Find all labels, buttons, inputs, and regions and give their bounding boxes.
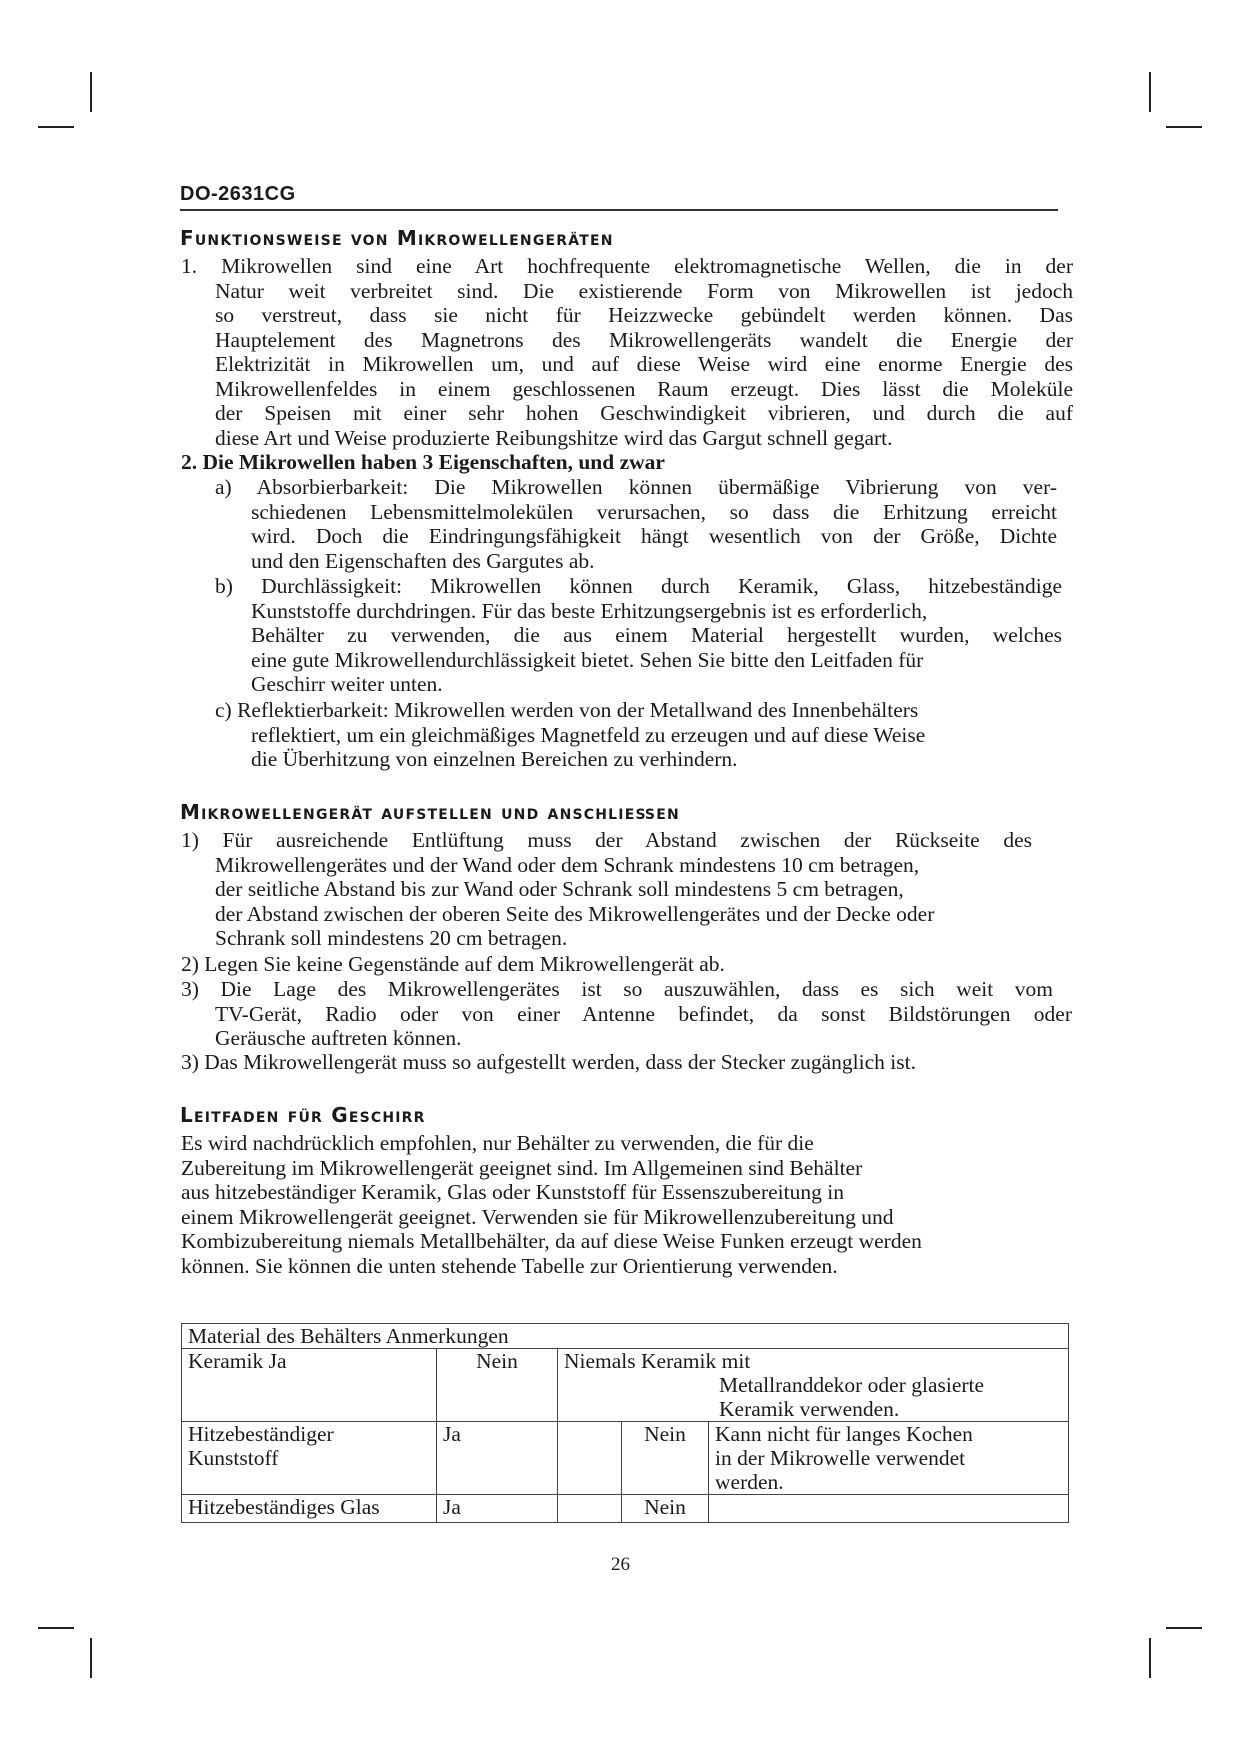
text-line: diese Art und Weise produzierte Reibungshitze wird das Gargut schnell gegart. (215, 425, 893, 450)
text-line: wird. Doch die Eindringungsfähigkeit hängt wesentlich von der Größe, Dichte (251, 524, 1057, 548)
text-line: eine gute Mikrowellendurchlässigkeit bietet. Sehen Sie bitte den Leitfaden für (251, 647, 924, 672)
crop-mark-top-right-h (1166, 126, 1202, 128)
crop-mark-bottom-left-v (90, 1638, 92, 1678)
section2-item4: 3) Das Mikrowellengerät muss so aufgestellt werden, dass der Stecker zugänglich ist. (181, 1050, 916, 1074)
text-line: Kombizubereitung niemals Metallbehälter, da auf diese Weise Funken erzeugt werden (181, 1229, 922, 1253)
section1-property-a (215, 475, 1057, 573)
text-line: die Überhitzung von einzelnen Bereichen zu verhindern. (251, 747, 738, 771)
text-line: so verstreut, dass sie nicht für Heizzwecke gebündelt werden können. Das (215, 303, 1073, 327)
section-title-cookware: Leitfaden für Geschirr (180, 1103, 426, 1127)
text-line: einem Mikrowellengerät geeignet. Verwenden sie für Mikrowellenzubereitung und (181, 1204, 894, 1229)
text-line: Natur weit verbreitet sind. Die existierende Form von Mikrowellen ist jedoch (215, 278, 1073, 303)
table-header-row (182, 1324, 1069, 1349)
section2-item2: 2) Legen Sie keine Gegenstände auf dem Mikrowellengerät ab. (181, 952, 725, 976)
remark-line: Kann nicht für langes Kochen (715, 1422, 973, 1446)
cell-remark (709, 1422, 1069, 1495)
text-line: TV-Gerät, Radio oder von einer Antenne befindet, da sonst Bildstörungen oder (215, 1001, 1072, 1026)
remark-line: Keramik verwenden. (719, 1397, 900, 1421)
text-line: reflektiert, um ein gleichmäßiges Magnetfeld zu erzeugen und auf diese Weise (251, 722, 926, 747)
text-line: Kunststoffe durchdringen. Für das beste Erhitzungsergebnis ist es erforderlich, (251, 598, 928, 623)
section1-item1 (181, 254, 1073, 450)
table-row (182, 1422, 1069, 1495)
remark-line: Metallranddekor oder glasierte (719, 1373, 985, 1397)
cell-material: Keramik Ja (182, 1349, 437, 1422)
text-line: können. Sie können die unten stehende Tabelle zur Orientierung verwenden. (181, 1253, 838, 1278)
text-line: Elektrizität in Mikrowellen um, und auf diese Weise wird eine enorme Energie des (215, 352, 1073, 376)
crop-mark-top-left-v (90, 72, 92, 112)
section-title-installation: Mikrowellengerät aufstellen und anschließen (180, 800, 680, 824)
cell-material: Hitzebeständiges Glas (182, 1495, 437, 1523)
text-line: b) Durchlässigkeit: Mikrowellen können durch Keramik, Glass, hitzebeständige (215, 574, 1062, 598)
crop-mark-top-left-h (38, 126, 74, 128)
cell-material (182, 1422, 437, 1495)
section1-item2-title: 2. Die Mikrowellen haben 3 Eigenschaften, und zwar (181, 450, 665, 474)
remark-line: in der Mikrowelle verwendet (715, 1446, 966, 1470)
table-row (182, 1495, 1069, 1523)
text-line: Mikrowellengerätes und der Wand oder dem Schrank mindestens 10 cm betragen, (215, 852, 920, 877)
crop-mark-top-right-v (1149, 72, 1151, 112)
cell-empty (558, 1422, 622, 1495)
section2-item1 (181, 828, 1069, 951)
text-line: 1) Für ausreichende Entlüftung muss der Abstand zwischen der Rückseite des (181, 828, 1032, 852)
text-line: Geschirr weiter unten. (251, 672, 443, 696)
text-line: aus hitzebeständiger Keramik, Glas oder Kunststoff für Essenszubereitung in (181, 1180, 844, 1204)
model-number: DO-2631CG (180, 183, 296, 205)
remark-line: Niemals Keramik mit (564, 1349, 751, 1373)
cookware-table (181, 1323, 1069, 1523)
crop-mark-bottom-right-h (1166, 1627, 1202, 1629)
section1-property-c (215, 698, 1065, 772)
cell-ja: Ja (437, 1495, 558, 1523)
cell-nein: Nein (622, 1495, 709, 1523)
text-line: c) Reflektierbarkeit: Mikrowellen werden von der Metallwand des Innenbehälters (215, 698, 919, 722)
remark-line-wrap (31, 1373, 1062, 1421)
text-line: 1. Mikrowellen sind eine Art hochfrequente elektromagnetische Wellen, die in der (181, 254, 1073, 278)
table-header-cell: Material des Behälters Anmerkungen (182, 1324, 1069, 1349)
section-title-function: Funktionsweise von Mikrowellengeräten (180, 226, 614, 250)
cell-ja: Ja (437, 1422, 558, 1495)
text-line: der Abstand zwischen der oberen Seite des Mikrowellengerätes und der Decke oder (215, 901, 935, 926)
header-rule (180, 209, 1058, 211)
crop-mark-bottom-right-v (1149, 1638, 1151, 1678)
text-line: Hauptelement des Magnetrons des Mikrowellengeräts wandelt die Energie der (215, 327, 1073, 352)
text-line: Behälter zu verwenden, die aus einem Material hergestellt wurden, welches (251, 623, 1062, 647)
text-line: der Speisen mit einer sehr hohen Geschwindigkeit vibrieren, und durch die auf (215, 401, 1073, 425)
cell-empty (558, 1495, 622, 1523)
cell-remark (558, 1349, 1069, 1422)
text-line: Zubereitung im Mikrowellengerät geeignet sind. Im Allgemeinen sind Behälter (181, 1155, 863, 1180)
section2-item3 (181, 977, 1072, 1051)
crop-mark-bottom-left-h (38, 1627, 74, 1629)
section3-text (181, 1131, 1081, 1278)
page-number: 26 (611, 1554, 630, 1575)
text-line: 3) Die Lage des Mikrowellengerätes ist so auszuwählen, dass es sich weit vom (181, 977, 1053, 1001)
material-line: Hitzebeständiger (188, 1422, 334, 1446)
text-line: der seitliche Abstand bis zur Wand oder Schrank soll mindestens 5 cm betragen, (215, 877, 904, 901)
text-line: Es wird nachdrücklich empfohlen, nur Behälter zu verwenden, die für die (181, 1131, 814, 1155)
material-line: Kunststoff (188, 1446, 279, 1470)
remark-line: werden. (715, 1470, 784, 1494)
table-row (182, 1349, 1069, 1422)
text-line: Geräusche auftreten können. (215, 1026, 462, 1050)
text-line: und den Eigenschaften des Gargutes ab. (251, 548, 595, 573)
text-line: a) Absorbierbarkeit: Die Mikrowellen können übermäßige Vibrierung von ver- (215, 475, 1057, 499)
cell-nein: Nein (437, 1349, 558, 1422)
text-line: Mikrowellenfeldes in einem geschlossenen Raum erzeugt. Dies lässt die Moleküle (215, 376, 1073, 401)
text-line: Schrank soll mindestens 20 cm betragen. (215, 926, 568, 950)
text-line: schiedenen Lebensmittelmolekülen verursachen, so dass die Erhitzung erreicht (251, 499, 1057, 524)
cell-empty (709, 1495, 1069, 1523)
cell-nein: Nein (622, 1422, 709, 1495)
section1-property-b (215, 574, 1062, 697)
